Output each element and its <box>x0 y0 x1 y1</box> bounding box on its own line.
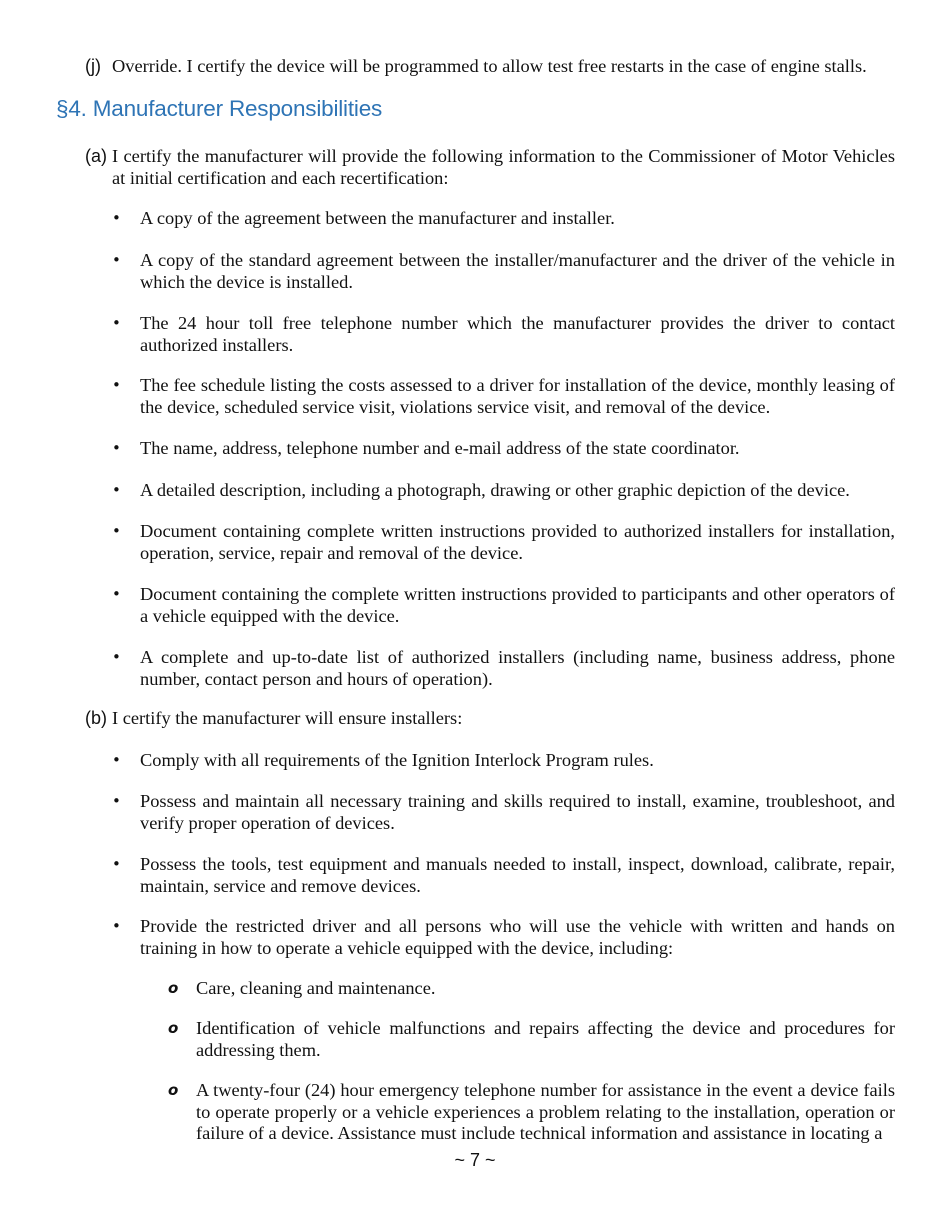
bullet-icon: • <box>112 585 121 603</box>
bullet-icon: • <box>112 522 121 540</box>
list-item-text: Possess the tools, test equipment and manuals needed to install, inspect, download, calibrate, repair, maintain, service and remove devices. <box>140 854 895 896</box>
paragraph-b-text: I certify the manufacturer will ensure installers: <box>112 708 463 728</box>
bullet-icon: • <box>112 751 121 769</box>
bullet-icon: • <box>112 481 121 499</box>
item-j-text: Override. I certify the device will be programmed to allow test free restarts in the case of engine stalls. <box>112 56 867 76</box>
sub-bullet-icon: o <box>168 1081 179 1099</box>
bullet-icon: • <box>112 917 121 935</box>
bullet-icon: • <box>112 855 121 873</box>
bullet-icon: • <box>112 209 121 227</box>
sub-list-item-text: Care, cleaning and maintenance. <box>196 978 436 998</box>
bullet-icon: • <box>112 251 121 269</box>
list-item-text: A copy of the standard agreement between the installer/manufacturer and the driver of the vehicle in which the device is installed. <box>140 250 895 292</box>
sub-bullet-icon: o <box>168 1019 179 1037</box>
list-item-text: Document containing the complete written instructions provided to participants and other operators of a vehicle equipped with the device. <box>140 584 895 626</box>
bullet-icon: • <box>112 439 121 457</box>
paragraph-b-label: (b) <box>85 708 107 728</box>
list-item-text: A copy of the agreement between the manufacturer and installer. <box>140 208 615 228</box>
sub-list-item-text: A twenty-four (24) hour emergency telephone number for assistance in the event a device fails to operate properly or a vehicle experiences a problem relating to the installation, operation or failure of a device. Assistance must include technical information and assistance in locating a <box>196 1080 895 1143</box>
section-heading: §4. Manufacturer Responsibilities <box>56 96 383 121</box>
list-item-text: The 24 hour toll free telephone number which the manufacturer provides the driver to contact authorized installers. <box>140 313 895 355</box>
bullet-icon: • <box>112 376 121 394</box>
list-item-text: A detailed description, including a photograph, drawing or other graphic depiction of the device. <box>140 480 850 500</box>
paragraph-a-label: (a) <box>85 146 107 166</box>
sub-list-item-text: Identification of vehicle malfunctions and repairs affecting the device and procedures for addressing them. <box>196 1018 895 1060</box>
item-j-label: (j) <box>85 56 101 76</box>
list-item-text: A complete and up-to-date list of authorized installers (including name, business address, phone number, contact person and hours of operation). <box>140 647 895 689</box>
list-item-text: Provide the restricted driver and all persons who will use the vehicle with written and hands on training in how to operate a vehicle equipped with the device, including: <box>140 916 895 958</box>
bullet-icon: • <box>112 648 121 666</box>
list-item-text: Possess and maintain all necessary training and skills required to install, examine, troubleshoot, and verify proper operation of devices. <box>140 791 895 833</box>
item-j <box>85 56 905 78</box>
bullet-icon: • <box>112 314 121 332</box>
list-item-text: Document containing complete written instructions provided to authorized installers for installation, operation, service, repair and removal of the device. <box>140 521 895 563</box>
sub-bullet-icon: o <box>168 979 179 997</box>
list-item-text: The fee schedule listing the costs assessed to a driver for installation of the device, monthly leasing of the device, scheduled service visit, violations service visit, and removal of the device. <box>140 375 895 417</box>
list-item-text: The name, address, telephone number and e-mail address of the state coordinator. <box>140 438 740 458</box>
bullet-icon: • <box>112 792 121 810</box>
list-item-text: Comply with all requirements of the Ignition Interlock Program rules. <box>140 750 654 770</box>
paragraph-a-text: I certify the manufacturer will provide the following information to the Commissioner of Motor Vehicles at initial certification and each recertification: <box>112 146 895 188</box>
page-number: ~ 7 ~ <box>454 1150 496 1170</box>
